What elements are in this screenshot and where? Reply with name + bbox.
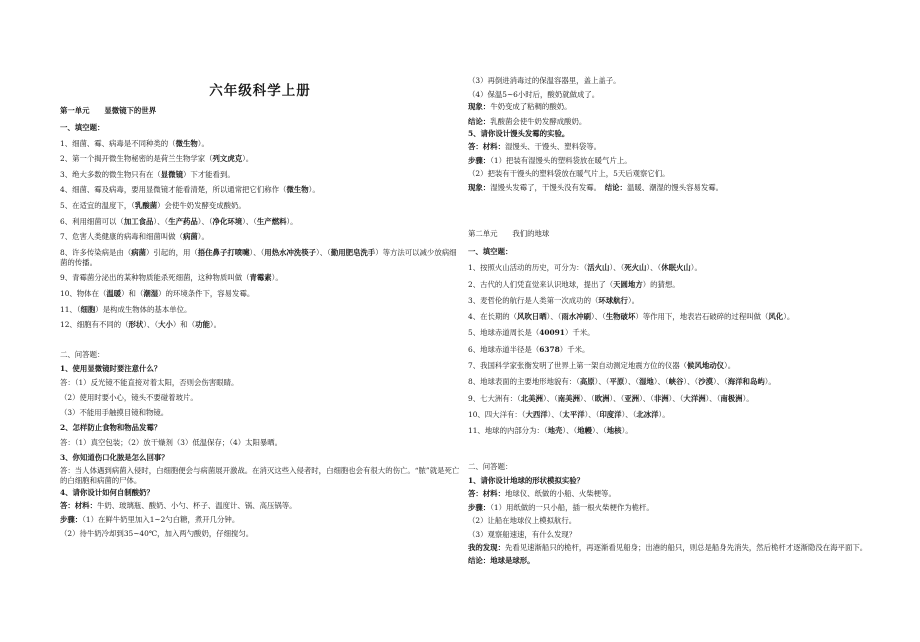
fill-answer: 微生物 [175,138,198,148]
steps-label: 步骤： [60,515,83,525]
unit1-fill-item [60,305,460,315]
unit2-discovery [468,543,868,553]
fill-answer: 地核 [606,426,622,436]
fill-text: 6、地球赤道半径是（ [468,344,540,354]
fill-text: ）、（ [609,263,625,273]
fill-text: ）、（ [562,426,578,436]
fill-text: ）、（ [547,409,563,419]
fill-text: 8、地球表面的主要地形地貌有：（ [468,377,580,387]
fill-text: ）的环境条件下，容易发霉。 [158,288,255,298]
unit2-materials [468,489,868,499]
phenomenon [468,102,868,112]
q5-step-2: （2）把装有干馒头的塑料袋放在暖气片上，5天后观察它们。 [468,169,670,178]
unit1-fill-item [60,154,460,164]
conclusion-text: 乳酸菌会使牛奶发酵成酸奶。 [490,117,587,126]
fill-text: ）等作用下，地表岩石破碎的过程叫做（ [635,312,769,322]
fill-text: ）。 [627,295,640,305]
fill-answer: 勤用肥皂洗手 [330,247,376,257]
unit2-fill-heading: 一、填空题： [468,247,513,256]
question-1: 1、使用显微镜时要注意什么？ [60,364,162,374]
unit1-fill-item [60,248,460,268]
answer-4-step-2: （2）待牛奶冷却到35~40℃，加入两勺酸奶，仔细搅匀。 [60,529,254,539]
answer-2: 答：（1）真空包装；（2）放干燥剂（3）低温保存；（4）太阳暴晒。 [60,438,283,448]
fill-answer: 休眠火山 [661,263,691,273]
fill-answer: 非洲 [653,393,669,403]
fill-text: 9、七大洲有：（ [468,393,521,403]
fill-text: ）引起的，用（ [146,247,198,257]
discovery-text: 先看见速渐船只的桅杆，再逐渐看见船身；出港的船只，则总是船身先消失，然后桅杆才逐渐隐没在海平面下。 [504,543,868,553]
fill-answer: 大小 [158,320,173,330]
q5-phenomenon-text: 湿馒头发霉了，干馒头没有发霉。 [490,183,598,192]
fill-answer: 大西洋 [525,409,548,419]
fill-text: 10、物体在（ [60,288,107,298]
fill-text: ）、（ [249,247,265,257]
answer-1-line-3: （3）不能用手触摸目镜和物镜。 [60,408,169,418]
fill-answer: 温暖 [106,288,122,298]
phenomenon-label: 现象： [468,102,491,111]
fill-answer: 北冰洋 [636,409,659,419]
q5-conclusion-text: 温暖、潮湿的馒头容易发霉。 [626,183,724,192]
fill-text: ）。 [308,185,320,195]
unit2-fill-item [468,312,868,322]
fill-text: 5、在适宜的温度下，（ [60,200,135,210]
unit2-question-1: 1、请你设计地球的形状模拟实验？ [468,476,585,486]
fill-answer: 生物破坏 [605,312,636,322]
fill-answer: 高原 [579,377,595,387]
fill-answer: 净化环境 [212,216,243,226]
fill-answer: 生产药品 [168,216,198,226]
fill-answer: 风吹日晒 [517,312,547,322]
materials-text: 牛奶、玻璃瓶、酸奶、小勺、杯子、温度计、锅、高压锅等。 [96,501,297,511]
fill-text: ）、（ [197,216,213,226]
fill-text: 7、我国科学家张衡发明了世界上第一架自动测定地震方位的仪器（ [468,361,688,371]
unit1-fill-item [60,232,460,242]
fill-answer: 太平洋 [562,409,585,419]
unit1-fill-item [60,201,460,211]
fill-text: ）。 [724,361,736,371]
fill-answer: 形状 [128,320,144,330]
fill-answer: 病菌 [182,232,198,242]
unit1-fill-item [60,139,460,149]
fill-text: 4、在长期的（ [468,312,518,322]
fill-answer: 风化 [768,312,784,322]
fill-text: ）的猜想。 [642,279,680,289]
fill-answer: 40091 [539,328,565,338]
fill-answer: 用热水冲洗筷子 [264,247,317,257]
fill-text: ）。 [783,312,795,322]
q5-materials-label: 答：材料： [468,142,505,151]
unit2-fill-item [468,345,868,355]
fill-answer: 6378 [539,344,560,354]
fill-answer: 沙漠 [698,377,713,387]
fill-text: 7、危害人类健康的病毒和细菌叫做（ [60,232,183,242]
fill-answer: 微生物 [286,185,309,195]
fill-answer: 天圆地方 [613,279,643,289]
unit2-fill-item [468,296,868,306]
fill-text: 1、细菌、霉、病毒是不同种类的（ [60,138,176,148]
fill-text: 6、利用细菌可以（ [60,216,124,226]
answer-4-step-1 [60,515,460,525]
fill-text: ）、（ [705,393,721,403]
question-5: 5、请你设计馒头发霉的实验。 [468,129,570,138]
fill-answer: 乳酸菌 [134,200,158,210]
fill-answer: 细胞 [80,304,96,314]
fill-text: ）、（ [609,393,625,403]
q5-materials-text: 湿馒头、干馒头、塑料袋等。 [504,142,602,151]
unit1-fill-item [60,273,460,283]
answer-1-line-2: （2）使用时要小心，镜头不要碰着玻片。 [60,393,198,403]
fill-text: 4、细菌、霉及病毒，要用显微镜才能看清楚，所以通常把它们称作（ [60,185,287,195]
fill-text: ）。 [690,263,702,273]
fill-answer: 死火山 [624,263,647,273]
fill-text: 3、绝大多数的微生物只有在（ [60,169,161,179]
fill-text: 8、许多传染病是由（ [60,247,132,257]
fill-answer: 地幔 [577,426,592,436]
fill-answer: 大洋洲 [683,393,706,403]
answer-4-materials [60,501,460,511]
fill-answer: 环球航行 [598,295,628,305]
step-1-text: （1）在鲜牛奶里加入1~2勺白糖，煮开几分钟。 [82,515,240,525]
fill-text: ）、（ [624,377,640,387]
fill-text: ）、（ [542,393,558,403]
fill-answer: 青霉素 [249,273,272,283]
fill-text: ）、（ [646,263,662,273]
unit2-fill-item [468,410,868,420]
fill-text: ）、（ [668,393,684,403]
fill-answer: 海洋和岛屿 [727,377,765,387]
fill-text: ）、（ [590,312,606,322]
right-column [468,0,868,566]
page-title: 六年级科学上册 [209,83,311,99]
unit2-fill-item [468,328,868,338]
fill-answer: 地壳 [547,426,563,436]
q5-steps-label: 步骤： [468,156,491,165]
fill-text: ）、（ [584,409,600,419]
unit2-fill-item [468,377,868,387]
unit2-step-1-text: （1）用纸做的一只小船，插一根火柴梗作为桅杆。 [490,503,654,513]
unit2-fill-item [468,394,868,404]
unit2-step-2: （2）让船在地球仪上模拟航行。 [468,516,577,526]
fill-text: 1、按照火山活动的历史，可分为：（ [468,263,588,273]
fill-text: ）、（ [683,377,699,387]
fill-answer: 显微镜 [160,169,183,179]
fill-text: ）、（ [712,377,728,387]
fill-text: 11、（ [60,304,81,314]
fill-text: 2、古代的人们凭直觉来认识地球，提出了（ [468,279,614,289]
fill-text: ）和（ [172,320,196,330]
fill-answer: 功能 [195,320,210,330]
answer-3: 答：当人体遇到病菌入侵时，白细胞便会与病菌展开激战。在消灭这些入侵者时，白细胞也会有很大的伤亡。“脓”就是死亡的白细胞和病菌的尸体。 [60,466,460,486]
answer-1-line-1: 答：（1）反光镜不能直接对着太阳，否则会伤害眼睛。 [60,378,239,388]
fill-text: ）。 [621,426,633,436]
fill-text: ）。 [209,320,221,330]
q5-materials [468,142,868,152]
question-3: 3、你知道伤口化脓是怎么回事？ [60,453,169,463]
fill-text: ）千米。 [564,328,595,338]
fill-answer: 加工食品 [123,216,154,226]
fill-text: ）。 [271,273,283,283]
fill-answer: 亚洲 [624,393,640,403]
phenomenon-text: 牛奶变成了粘稠的酸奶。 [490,102,572,111]
unit2-steps-label: 步骤： [468,503,491,513]
fill-answer: 潮湿 [143,288,159,298]
unit2-fill-item [468,280,868,290]
unit2-step-3: （3）观察船速速，有什么发现？ [468,530,577,540]
conclusion-label: 结论： [468,117,491,126]
question-4: 4、请你设计如何自制酸奶？ [60,488,154,498]
fill-answer: 候风地动仪 [687,361,725,371]
q5-result [468,183,868,193]
unit2-qa-heading: 二、问答题： [468,462,513,472]
fill-answer: 病菌 [131,247,147,257]
fill-text: 11、地球的内部分为：（ [468,426,548,436]
unit1-fill-item [60,289,460,299]
fill-text: ）会使牛奶发酵变成酸奶。 [157,200,246,210]
fill-text: ）、（ [653,377,669,387]
unit2-conclusion [468,556,868,566]
unit2-materials-text: 地球仪、纸做的小船、火柴梗等。 [504,489,616,499]
fill-text: ）。 [242,154,254,164]
q5-step-1-text: （1）把装有湿馒头的塑料袋放在暖气片上。 [490,156,632,165]
fill-answer: 北美洲 [520,393,543,403]
fill-text: ）。 [742,393,754,403]
fill-answer: 雨水冲刷 [561,312,591,322]
fill-text: ）、（ [143,320,159,330]
fill-text: ）。 [286,216,298,226]
unit2-heading: 第二单元 我们的地球 [468,229,550,238]
step-3: （3）再倒进消毒过的保温容器里，盖上盖子。 [468,76,621,85]
fill-answer: 活火山 [587,263,610,273]
fill-answer: 生产燃料 [256,216,287,226]
q5-phenomenon-label: 现象： [468,183,491,192]
fill-text: ）千米。 [559,344,590,354]
fill-text: 2、第一个揭开微生物秘密的是荷兰生物学家（ [60,154,213,164]
discovery-label: 我的发现： [468,543,505,553]
fill-text: ）、（ [316,247,331,257]
unit2-conclusion-text: 地球是球形。 [490,556,535,566]
fill-text: ）和（ [121,288,144,298]
fill-text: ）。 [658,409,670,419]
fill-answer: 印度洋 [599,409,622,419]
fill-text: ）、（ [153,216,169,226]
unit1-fill-item [60,320,460,330]
fill-answer: 平原 [609,377,625,387]
fill-text: ）、（ [594,377,610,387]
q5-step-1 [468,156,868,166]
fill-answer: 捂住鼻子打喷嚏 [197,247,250,257]
fill-text: ）。 [197,138,209,148]
q5-conclusion-label: 结论： [604,183,627,192]
fill-text: ）、（ [579,393,595,403]
conclusion [468,117,868,127]
unit2-fill-item [468,263,868,273]
fill-text: 5、地球赤道周长是（ [468,328,540,338]
unit1-fill-list [60,133,460,330]
fill-text: ）、（ [592,426,607,436]
fill-text: 10、四大洋有：（ [468,409,526,419]
fill-text: 12、细胞有不同的（ [60,320,129,330]
fill-answer: 湿地 [639,377,654,387]
fill-text: ）等方法可以减少放病细菌的传播。 [60,247,457,267]
fill-answer: 南美洲 [557,393,580,403]
fill-answer: 峡谷 [668,377,684,387]
fill-text: ）下才能看到。 [182,169,235,179]
unit1-heading: 第一单元 显微镜下的世界 [60,106,157,115]
unit2-materials-label: 答：材料： [468,489,505,499]
unit1-fill-heading: 一、填空题： [60,123,105,132]
unit1-fill-item [60,217,460,227]
unit2-fill-list [468,257,868,436]
question-2: 2、怎样防止食物和物品发霉？ [60,423,162,433]
fill-text: ）、（ [639,393,654,403]
unit2-step-1 [468,503,868,513]
fill-text: 3、麦哲伦的航行是人类第一次成功的（ [468,295,599,305]
fill-text: ）。 [197,232,209,242]
fill-text: ）、（ [546,312,562,322]
fill-text: ）、（ [621,409,637,419]
fill-text: ）是构成生物体的基本单位。 [95,304,192,314]
fill-text: ）、（ [242,216,257,226]
left-column [60,0,460,539]
unit2-fill-item [468,426,868,436]
fill-text: 9、青霉菌分泌出的某种物质能杀死细菌，这种物质叫做（ [60,273,250,283]
fill-answer: 列文虎克 [212,154,243,164]
unit2-fill-item [468,361,868,371]
step-4: （4）保温5~6小时后，酸奶就做成了。 [468,90,600,99]
fill-answer: 南极洲 [720,393,743,403]
materials-label: 答：材料： [60,501,97,511]
unit1-fill-item [60,170,460,180]
fill-text: ）。 [764,377,776,387]
unit1-fill-item [60,185,460,195]
unit1-qa-heading: 二、问答题： [60,350,105,360]
fill-answer: 欧洲 [594,393,610,403]
unit2-conclusion-label: 结论： [468,556,491,566]
